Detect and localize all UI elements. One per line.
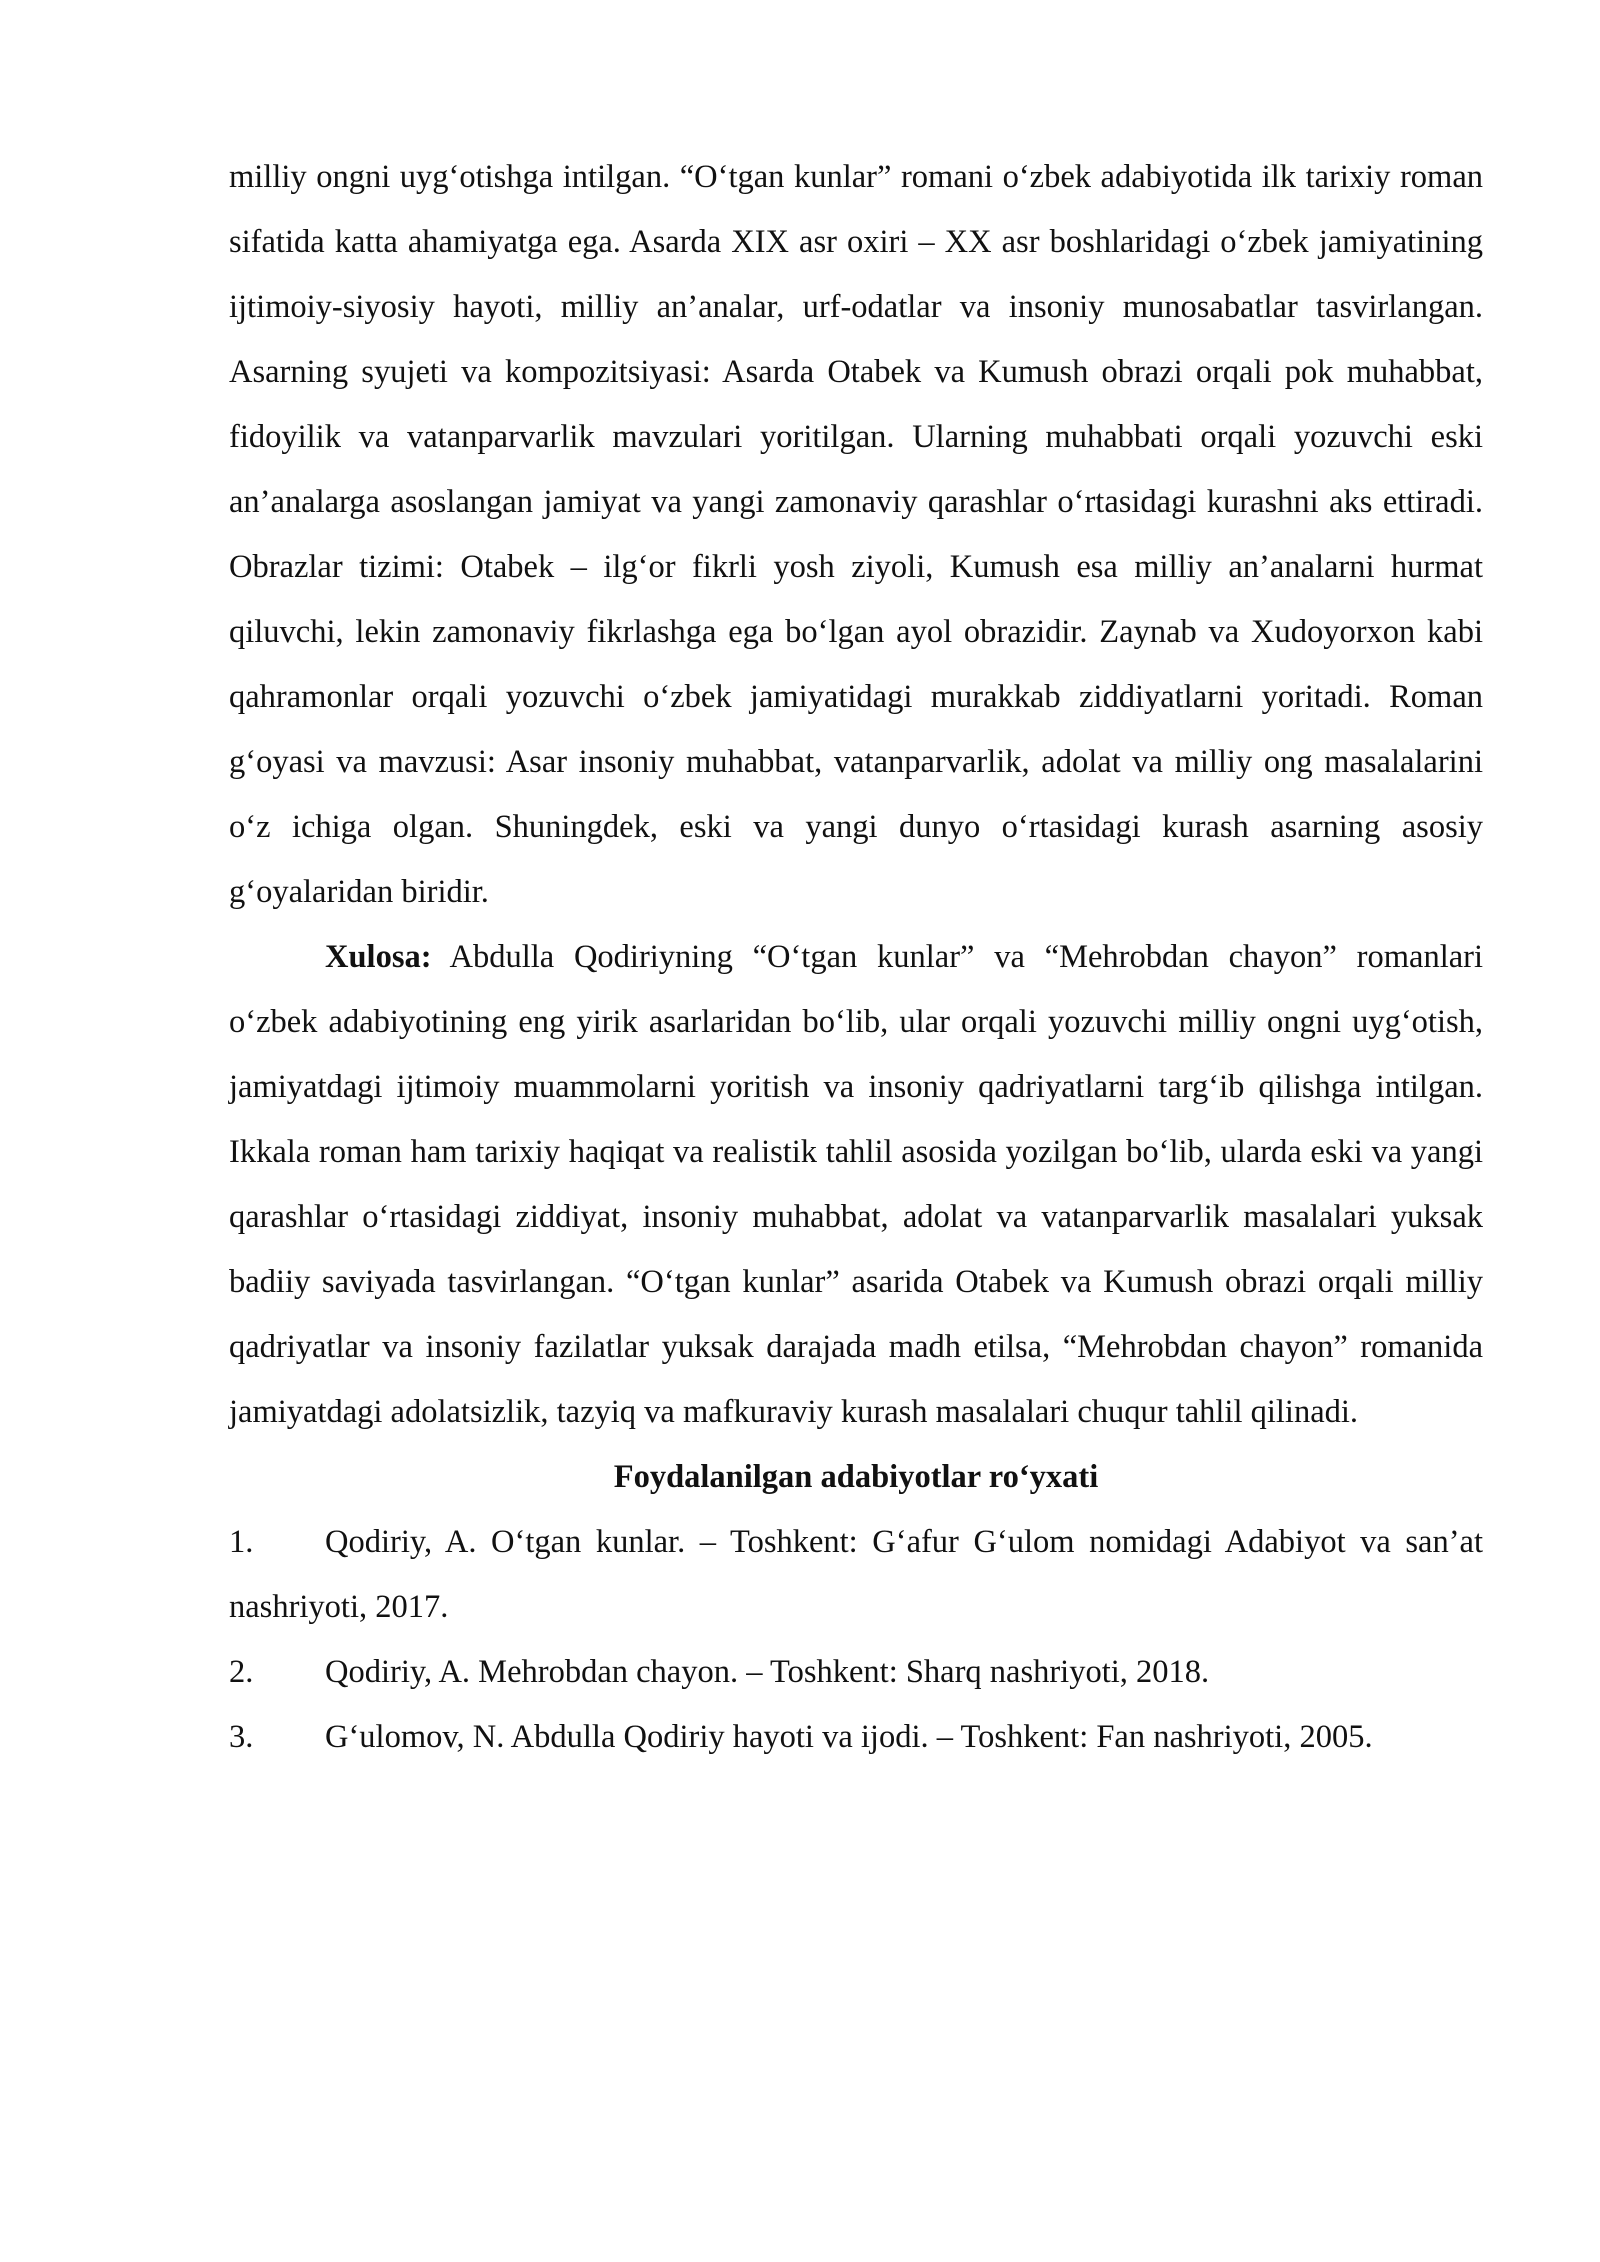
document-page <box>229 145 1483 1770</box>
reference-item <box>229 1640 1483 1705</box>
conclusion-text: Abdulla Qodiriyning “O‘tgan kunlar” va “Mehrobdan chayon” romanlari o‘zbek adabiyotining eng yirik asarlaridan bo‘lib, ular orqali yozuvchi milliy ongni uyg‘otish, jamiyatdagi ijtimoiy muammolarni yoritish va insoniy qadriyatlarni targ‘ib qilishga intilgan. Ikkala roman ham tarixiy haqiqat va realistik tahlil asosida yozilgan bo‘lib, ularda eski va yangi qarashlar o‘rtasidagi ziddiyat, insoniy muhabbat, adolat va vatanparvarlik masalalari yuksak badiiy saviyada tasvirlangan. “O‘tgan kunlar” asarida Otabek va Kumush obrazi orqali milliy qadriyatlar va insoniy fazilatlar yuksak darajada madh etilsa, “Mehrobdan chayon” romanida jamiyatdagi adolatsizlik, tazyiq va mafkuraviy kurash masalalari chuqur tahlil qilinadi. <box>229 939 1483 1430</box>
conclusion-label: Xulosa: <box>325 939 432 975</box>
reference-item <box>229 1705 1483 1770</box>
reference-number: 3. <box>229 1719 254 1755</box>
reference-item <box>229 1510 1483 1640</box>
body-paragraph: milliy ongni uyg‘otishga intilgan. “O‘tgan kunlar” romani o‘zbek adabiyotida ilk tarixiy roman sifatida katta ahamiyatga ega. Asarda XIX asr oxiri – XX asr boshlaridagi o‘zbek jamiyatining ijtimoiy-siyosiy hayoti, milliy an’analar, urf-odatlar va insoniy munosabatlar tasvirlangan. Asarning syujeti va kompozitsiyasi: Asarda Otabek va Kumush obrazi orqali pok muhabbat, fidoyilik va vatanparvarlik mavzulari yoritilgan. Ularning muhabbati orqali yozuvchi eski an’analarga asoslangan jamiyat va yangi zamonaviy qarashlar o‘rtasidagi kurashni aks ettiradi. Obrazlar tizimi: Otabek – ilg‘or fikrli yosh ziyoli, Kumush esa milliy an’analarni hurmat qiluvchi, lekin zamonaviy fikrlashga ega bo‘lgan ayol obrazidir. Zaynab va Xudoyorxon kabi qahramonlar orqali yozuvchi o‘zbek jamiyatidagi murakkab ziddiyatlarni yoritadi. Roman g‘oyasi va mavzusi: Asar insoniy muhabbat, vatanparvarlik, adolat va milliy ong masalalarini o‘z ichiga olgan. Shuningdek, eski va yangi dunyo o‘rtasidagi kurash asarning asosiy g‘oyalaridan biridir. <box>229 159 1483 910</box>
reference-number: 1. <box>229 1524 254 1560</box>
reference-number: 2. <box>229 1654 254 1690</box>
reference-text: G‘ulomov, N. Abdulla Qodiriy hayoti va ijodi. – Toshkent: Fan nashriyoti, 2005. <box>325 1719 1373 1755</box>
reference-text: Qodiriy, A. O‘tgan kunlar. – Toshkent: G‘afur G‘ulom nomidagi Adabiyot va san’at nashriyoti, 2017. <box>229 1524 1483 1625</box>
conclusion-paragraph <box>229 925 1483 1445</box>
references-heading: Foydalanilgan adabiyotlar ro‘yxati <box>613 1459 1099 1495</box>
reference-text: Qodiriy, A. Mehrobdan chayon. – Toshkent: Sharq nashriyoti, 2018. <box>325 1654 1210 1690</box>
